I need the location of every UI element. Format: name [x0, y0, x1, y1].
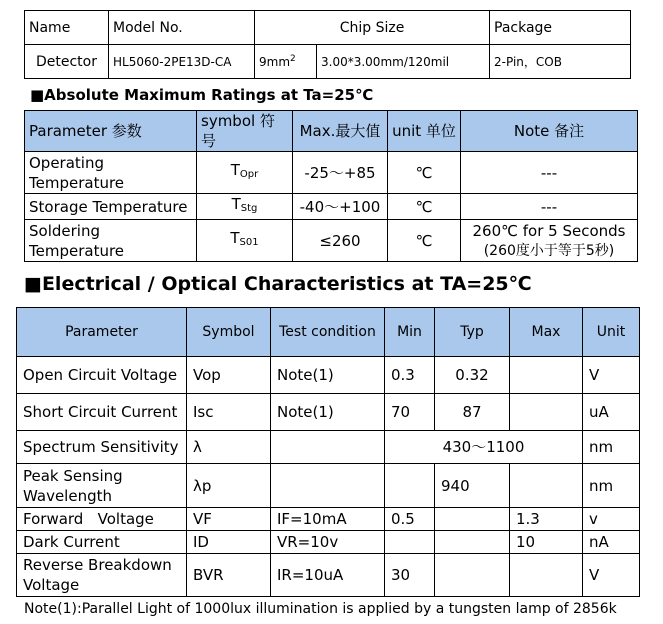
chip-name: Detector [25, 45, 109, 79]
elec-unit: nA [583, 531, 640, 554]
elec-max [510, 554, 583, 597]
abs-symbol-sub: Opr [239, 169, 259, 180]
elec-max: 1.3 [510, 508, 583, 531]
elec-unit: nm [583, 431, 640, 464]
chip-package: 2-Pin，COB [490, 45, 631, 79]
elec-symbol: Isc [187, 394, 271, 431]
abs-param: Operating Temperature [25, 152, 197, 194]
elec-symbol: BVR [187, 554, 271, 597]
elec-header-condition: Test condition [271, 308, 385, 357]
abs-note-line2: (260度小于等于5秒) [483, 242, 615, 259]
elec-min: 30 [385, 554, 435, 597]
abs-max: ≤260 [293, 220, 388, 262]
elec-condition: Note(1) [271, 357, 385, 394]
elec-param: Peak Sensing Wavelength [17, 464, 187, 508]
abs-note: --- [461, 194, 638, 220]
elec-header-min: Min [385, 308, 435, 357]
elec-param: Forward Voltage [17, 508, 187, 531]
elec-param: Dark Current [17, 531, 187, 554]
abs-symbol-main: T [230, 229, 240, 247]
abs-unit: ℃ [388, 194, 461, 220]
elec-condition: Note(1) [271, 394, 385, 431]
header-chip-size: Chip Size [255, 11, 490, 45]
elec-symbol: VF [187, 508, 271, 531]
header-name: Name [25, 11, 109, 45]
elec-table [16, 307, 640, 597]
elec-typ [435, 554, 510, 597]
elec-typ: 940 [435, 464, 510, 508]
elec-condition: VR=10v [271, 531, 385, 554]
elec-header-typ: Typ [435, 308, 510, 357]
elec-min: 70 [385, 394, 435, 431]
header-package: Package [490, 11, 631, 45]
abs-symbol [197, 220, 293, 262]
abs-param: Soldering Temperature [25, 220, 197, 262]
chip-dims: 3.00*3.00mm/120mil [317, 45, 490, 79]
elec-typ: 87 [435, 394, 510, 431]
abs-row-operating [25, 152, 638, 194]
abs-symbol [197, 194, 293, 220]
abs-row-soldering [25, 220, 638, 262]
elec-header-unit: Unit [583, 308, 640, 357]
chip-area-sup: 2 [290, 54, 296, 64]
elec-unit: nm [583, 464, 640, 508]
elec-header-row [17, 308, 640, 357]
elec-param: Reverse Breakdown Voltage [17, 554, 187, 597]
elec-unit: v [583, 508, 640, 531]
abs-header-symbol: symbol 符号 [197, 111, 293, 152]
elec-range: 430～1100 [385, 431, 583, 464]
chip-model: HL5060-2PE13D-CA [109, 45, 255, 79]
abs-note-line1: 260℃ for 5 Seconds [472, 221, 626, 240]
elec-typ: 0.32 [435, 357, 510, 394]
elec-unit: V [583, 357, 640, 394]
abs-header-row [25, 111, 638, 152]
elec-symbol: λp [187, 464, 271, 508]
header-model: Model No. [109, 11, 255, 45]
elec-header-symbol: Symbol [187, 308, 271, 357]
abs-header-max: Max.最大值 [293, 111, 388, 152]
abs-symbol-sub: Stg [240, 203, 258, 214]
elec-condition: IF=10mA [271, 508, 385, 531]
elec-typ [435, 531, 510, 554]
elec-condition [271, 431, 385, 464]
chip-area-value: 9mm [259, 55, 291, 69]
footnote: Note(1):Parallel Light of 1000lux illumination is applied by a tungsten lamp of 2856k [24, 601, 617, 617]
abs-note [461, 220, 638, 262]
abs-max: -40～+100 [293, 194, 388, 220]
elec-header-parameter: Parameter [17, 308, 187, 357]
elec-typ [435, 508, 510, 531]
elec-max [510, 394, 583, 431]
abs-max-table [24, 110, 638, 262]
elec-min [385, 531, 435, 554]
elec-max [510, 357, 583, 394]
chip-table-header-row [25, 11, 631, 45]
chip-table-row [25, 45, 631, 79]
abs-symbol [197, 152, 293, 194]
abs-max-heading: ■Absolute Maximum Ratings at Ta=25℃ [30, 86, 374, 104]
elec-unit: uA [583, 394, 640, 431]
elec-heading: ■Electrical / Optical Characteristics at TA=25℃ [24, 273, 532, 295]
elec-param: Spectrum Sensitivity [17, 431, 187, 464]
elec-min: 0.3 [385, 357, 435, 394]
elec-min [385, 464, 435, 508]
elec-row-short-circuit-current [17, 394, 640, 431]
elec-row-open-circuit-voltage [17, 357, 640, 394]
elec-row-spectrum-sensitivity [17, 431, 640, 464]
elec-param: Open Circuit Voltage [17, 357, 187, 394]
abs-row-storage [25, 194, 638, 220]
abs-unit: ℃ [388, 220, 461, 262]
elec-symbol: ID [187, 531, 271, 554]
elec-symbol: λ [187, 431, 271, 464]
chip-info-table [24, 10, 631, 79]
abs-symbol-main: T [230, 161, 240, 179]
elec-row-peak-wavelength [17, 464, 640, 508]
elec-condition [271, 464, 385, 508]
elec-unit: V [583, 554, 640, 597]
abs-symbol-sub: S01 [239, 237, 259, 248]
elec-row-reverse-breakdown [17, 554, 640, 597]
elec-max [510, 464, 583, 508]
elec-min: 0.5 [385, 508, 435, 531]
abs-header-parameter: Parameter 参数 [25, 111, 197, 152]
abs-unit: ℃ [388, 152, 461, 194]
abs-note: --- [461, 152, 638, 194]
elec-max: 10 [510, 531, 583, 554]
chip-area [255, 45, 317, 79]
elec-row-dark-current [17, 531, 640, 554]
abs-header-note: Note 备注 [461, 111, 638, 152]
abs-header-unit: unit 单位 [388, 111, 461, 152]
elec-condition: IR=10uA [271, 554, 385, 597]
abs-symbol-main: T [231, 195, 241, 213]
elec-row-forward-voltage [17, 508, 640, 531]
elec-header-max: Max [510, 308, 583, 357]
abs-param: Storage Temperature [25, 194, 197, 220]
abs-max: -25～+85 [293, 152, 388, 194]
elec-param: Short Circuit Current [17, 394, 187, 431]
elec-symbol: Vop [187, 357, 271, 394]
